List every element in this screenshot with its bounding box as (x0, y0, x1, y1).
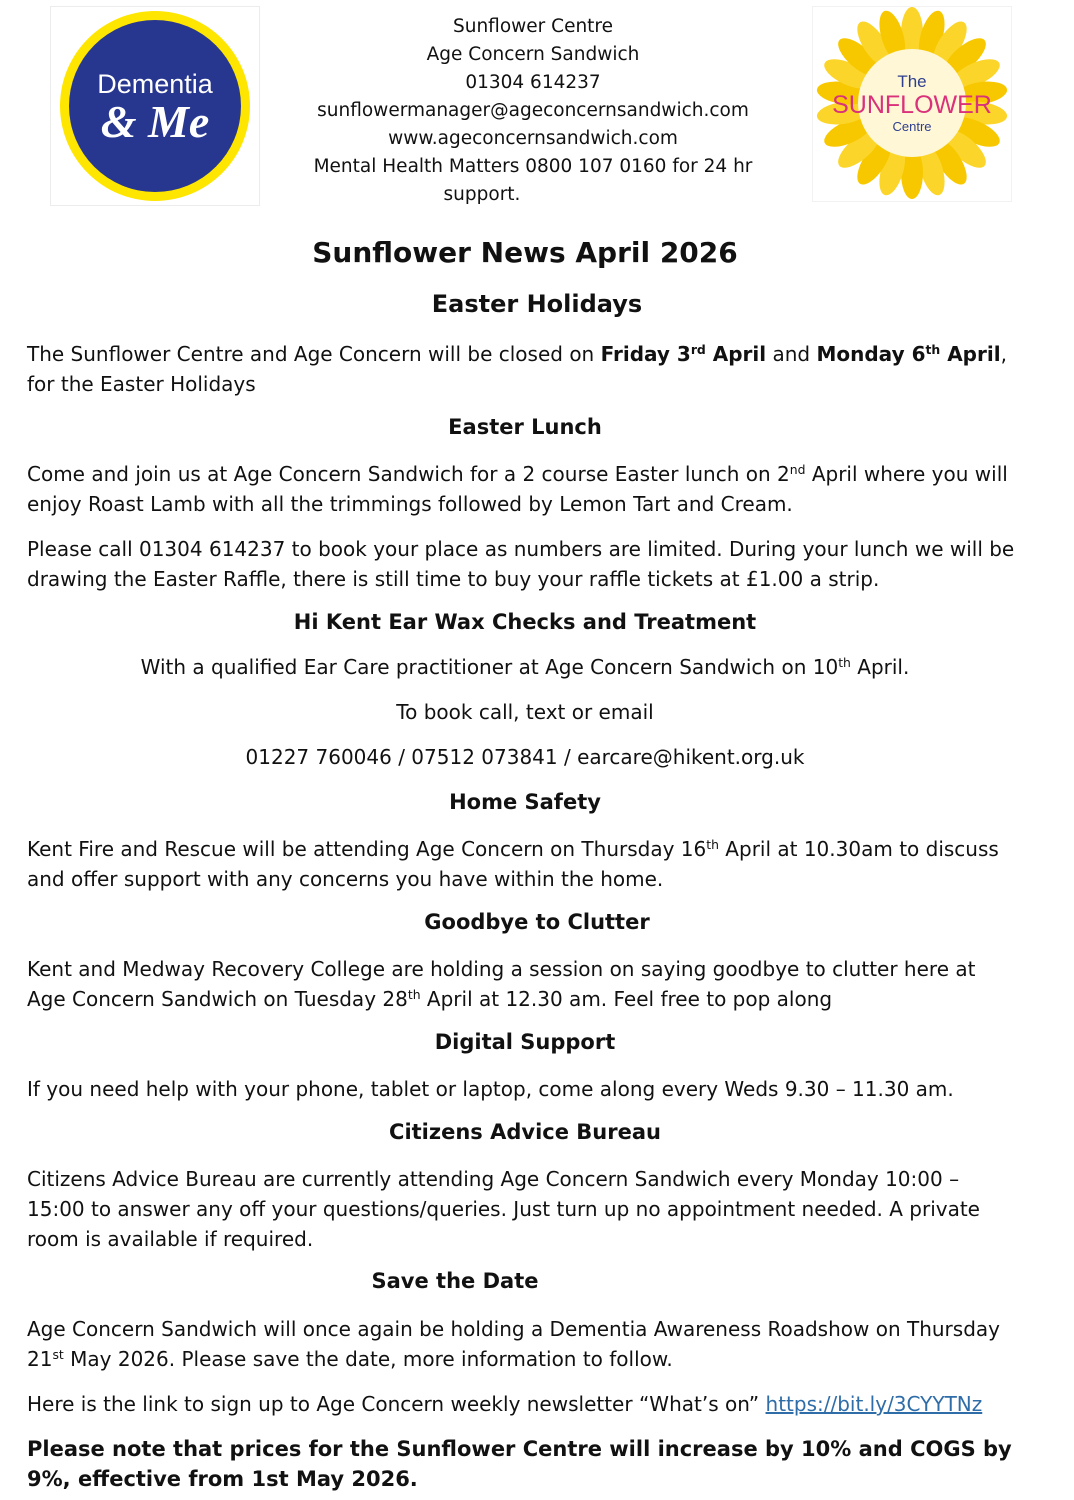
save-date-line1: Age Concern Sandwich will once again be holding a Dementia Awareness Roadshow on Thursday (27, 1317, 1000, 1341)
clutter-line2: Age Concern Sandwich on Tuesday 28th April at 12.30 am. Feel free to pop along (27, 987, 833, 1011)
contact-email: sunflowermanager@ageconcernsandwich.com (317, 100, 749, 121)
dementia-and-me-logo (50, 6, 260, 206)
easter-holidays-line2: for the Easter Holidays (27, 372, 256, 396)
contact-mental-health: Mental Health Matters 0800 107 0160 for 24 hr (313, 156, 753, 177)
home-safety-line1: Kent Fire and Rescue will be attending Age Concern on Thursday 16th April at 10.30am to discuss (27, 837, 999, 861)
heading-ear-wax: Hi Kent Ear Wax Checks and Treatment (293, 610, 757, 634)
logo-right-line1: The (897, 72, 927, 91)
easter-lunch-line2: enjoy Roast Lamb with all the trimmings followed by Lemon Tart and Cream. (27, 492, 793, 516)
price-note-line1: Please note that prices for the Sunflower Centre will increase by 10% and COGS by (27, 1437, 1012, 1461)
ear-wax-line1: With a qualified Ear Care practitioner at Age Concern Sandwich on 10th April. (140, 655, 910, 679)
price-note-line2: 9%, effective from 1st May 2026. (27, 1467, 418, 1491)
logo-left-line2: & Me (100, 96, 210, 147)
heading-clutter: Goodbye to Clutter (424, 910, 650, 934)
ear-wax-contact: 01227 760046 / 07512 073841 / earcare@hikent.org.uk (245, 745, 805, 769)
page-title: Sunflower News April 2026 (312, 236, 738, 269)
cab-line2: 15:00 to answer any off your questions/queries. Just turn up no appointment needed. A private (27, 1197, 980, 1221)
heading-digital-support: Digital Support (434, 1030, 616, 1054)
save-date-line2: 21st May 2026. Please save the date, more information to follow. (27, 1347, 673, 1371)
clutter-line1: Kent and Medway Recovery College are holding a session on saying goodbye to clutter here at (27, 957, 976, 981)
logo-left-line1: Dementia (97, 69, 213, 99)
heading-cab: Citizens Advice Bureau (389, 1120, 661, 1144)
newsletter-line: Here is the link to sign up to Age Concern weekly newsletter “What’s on” https://bit.ly/3CYYTNz (27, 1392, 983, 1416)
easter-holidays-line1: The Sunflower Centre and Age Concern will be closed on Friday 3rd April and Monday 6th April, (27, 342, 1007, 366)
sunflower-logo-graphic (813, 7, 1011, 201)
home-safety-line2: and offer support with any concerns you have within the home. (27, 867, 664, 891)
cab-line3: room is available if required. (27, 1227, 314, 1251)
heading-home-safety: Home Safety (449, 790, 601, 814)
newsletter-link[interactable]: https://bit.ly/3CYYTNz (765, 1392, 983, 1416)
heading-easter-lunch: Easter Lunch (448, 415, 602, 439)
digital-line1: If you need help with your phone, tablet or laptop, come along every Weds 9.30 – 11.30 am. (27, 1077, 954, 1101)
contact-phone: 01304 614237 (465, 72, 601, 93)
heading-save-the-date: Save the Date (371, 1269, 539, 1293)
dementia-logo-graphic (51, 7, 259, 205)
easter-lunch-line3: Please call 01304 614237 to book your place as numbers are limited. During your lunch we will be (27, 537, 1015, 561)
contact-org: Age Concern Sandwich (426, 44, 640, 65)
heading-easter-holidays: Easter Holidays (431, 290, 643, 318)
sunflower-centre-logo (812, 6, 1012, 202)
easter-lunch-line1: Come and join us at Age Concern Sandwich for a 2 course Easter lunch on 2nd April where you will (27, 462, 1008, 486)
contact-mental-health-2: support. (443, 184, 521, 205)
ear-wax-line2: To book call, text or email (396, 700, 654, 724)
logo-right-line2: SUNFLOWER (832, 91, 992, 119)
contact-website: www.ageconcernsandwich.com (388, 128, 678, 149)
contact-name: Sunflower Centre (452, 16, 614, 37)
cab-line1: Citizens Advice Bureau are currently attending Age Concern Sandwich every Monday 10:00 – (27, 1167, 960, 1191)
easter-lunch-line4: drawing the Easter Raffle, there is still time to buy your raffle tickets at £1.00 a strip. (27, 567, 880, 591)
logo-right-line3: Centre (892, 119, 932, 134)
